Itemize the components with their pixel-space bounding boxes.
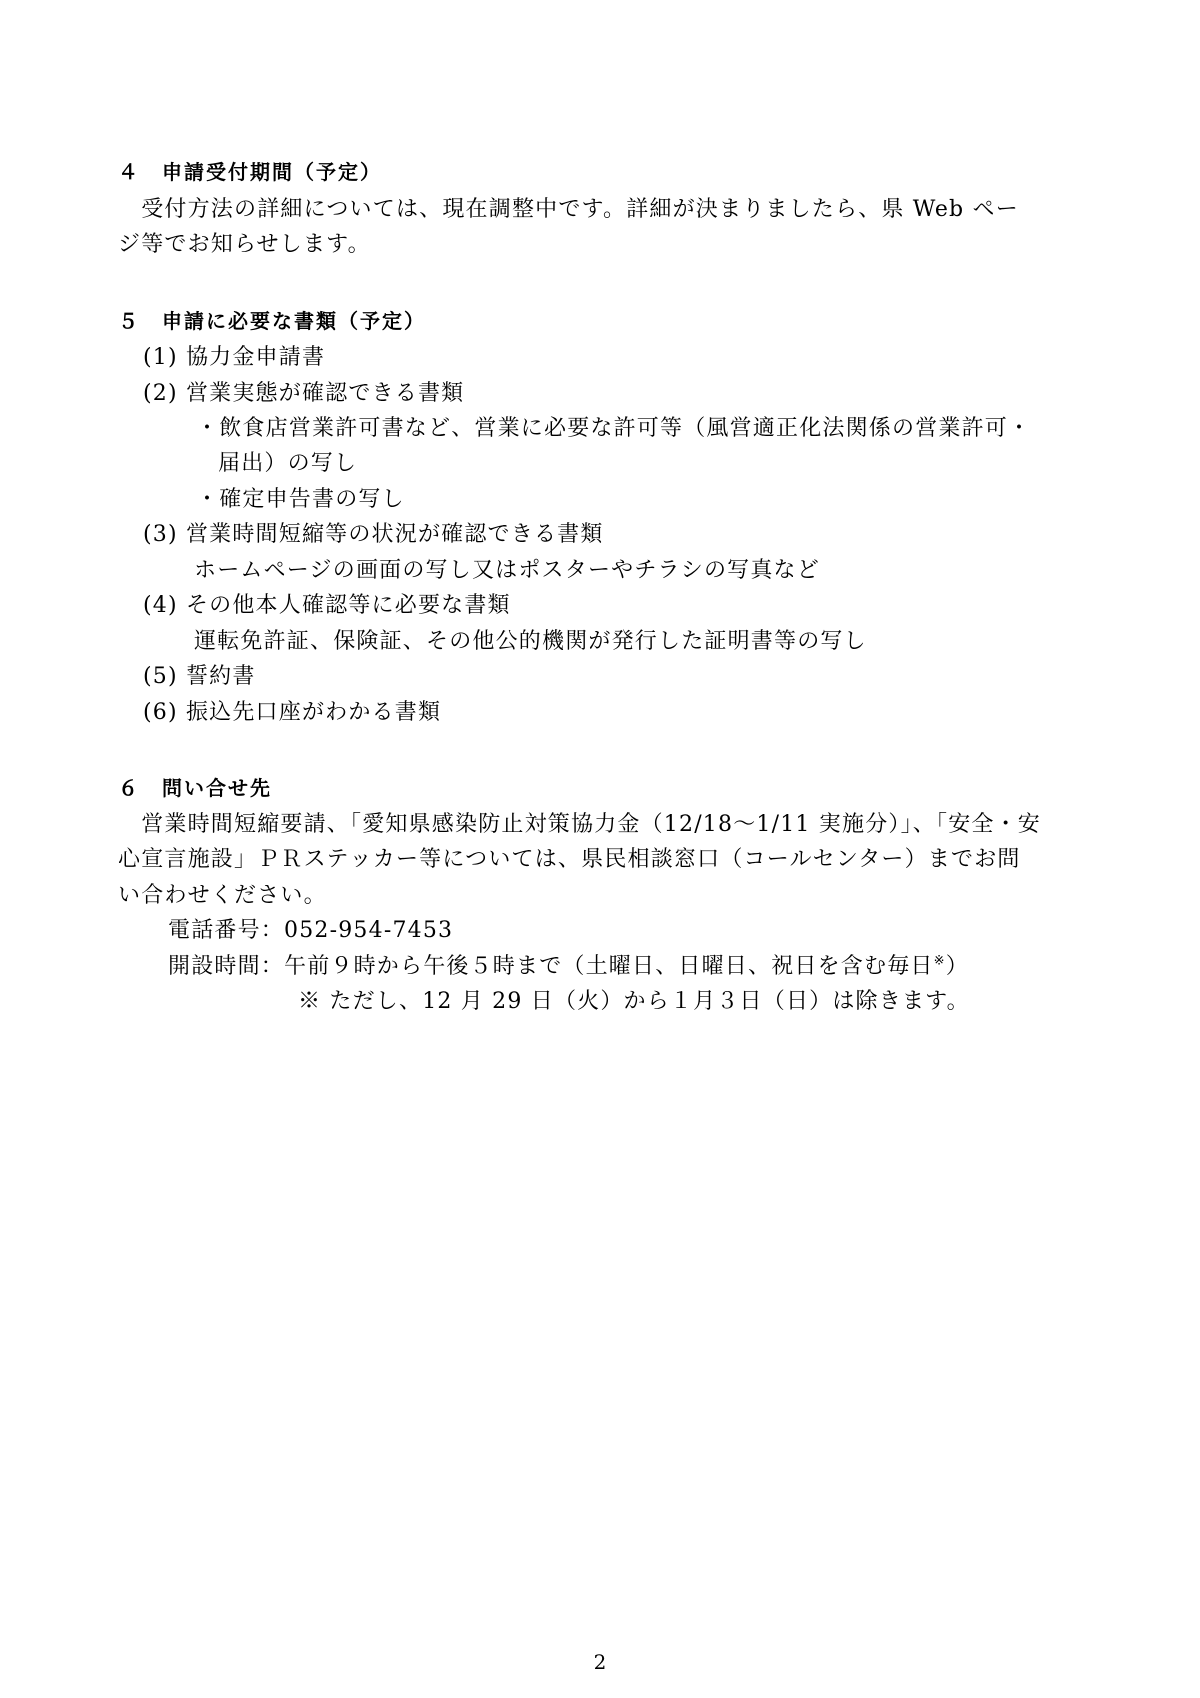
document-list-item: (2) 営業実態が確認できる書類 <box>143 381 465 406</box>
document-list-item: (6) 振込先口座がわかる書類 <box>143 700 442 725</box>
section-5-heading: ５ 申請に必要な書類（予定） <box>118 309 426 333</box>
document-list-subitem: ・確定申告書の写し <box>196 487 405 512</box>
document-list-detail: 運転免許証、保険証、その他公的機関が発行した証明書等の写し <box>194 629 867 654</box>
document-list-subitem: ・飲食店営業許可書など、営業に必要な許可等（風営適正化法関係の営業許可・ <box>196 416 1032 441</box>
section-4-heading: ４ 申請受付期間（予定） <box>118 160 382 184</box>
page-number: 2 <box>593 1650 607 1674</box>
section-6-body-line: 営業時間短縮要請、「愛知県感染防止対策協力金（12/18～1/11 実施分）」、「安全・安 <box>118 812 1041 837</box>
section-6-body-line: い合わせください。 <box>118 883 327 908</box>
opening-hours <box>168 952 969 982</box>
document-list-item: (4) その他本人確認等に必要な書類 <box>143 593 511 618</box>
section-4-body-line: ジ等でお知らせします。 <box>118 232 371 257</box>
section-6-heading: ６ 問い合せ先 <box>118 776 272 800</box>
document-list-item: (3) 営業時間短縮等の状況が確認できる書類 <box>143 522 604 547</box>
opening-hours-text: 開設時間：午前９時から午後５時まで（土曜日、日曜日、祝日を含む毎日 <box>168 954 934 979</box>
section-4-body-line: 受付方法の詳細については、現在調整中です。詳細が決まりましたら、県 Web ペー <box>118 197 1019 222</box>
footnote-mark: ※ <box>933 953 946 969</box>
document-list-item: (5) 誓約書 <box>143 664 256 689</box>
document-list-detail: ホームページの画面の写し又はポスターやチラシの写真など <box>194 558 820 583</box>
holiday-note: ※ ただし、12 月 29 日（火）から１月３日（日）は除きます。 <box>298 989 970 1014</box>
document-list-item: (1) 協力金申請書 <box>143 345 326 370</box>
opening-hours-close: ） <box>945 954 969 979</box>
section-6-body-line: 心宣言施設」ＰＲステッカー等については、県民相談窓口（コールセンター）までお問 <box>118 847 1021 872</box>
document-list-subitem: 届出）の写し <box>218 451 358 476</box>
phone-number: 電話番号：052-954-7453 <box>168 918 454 943</box>
